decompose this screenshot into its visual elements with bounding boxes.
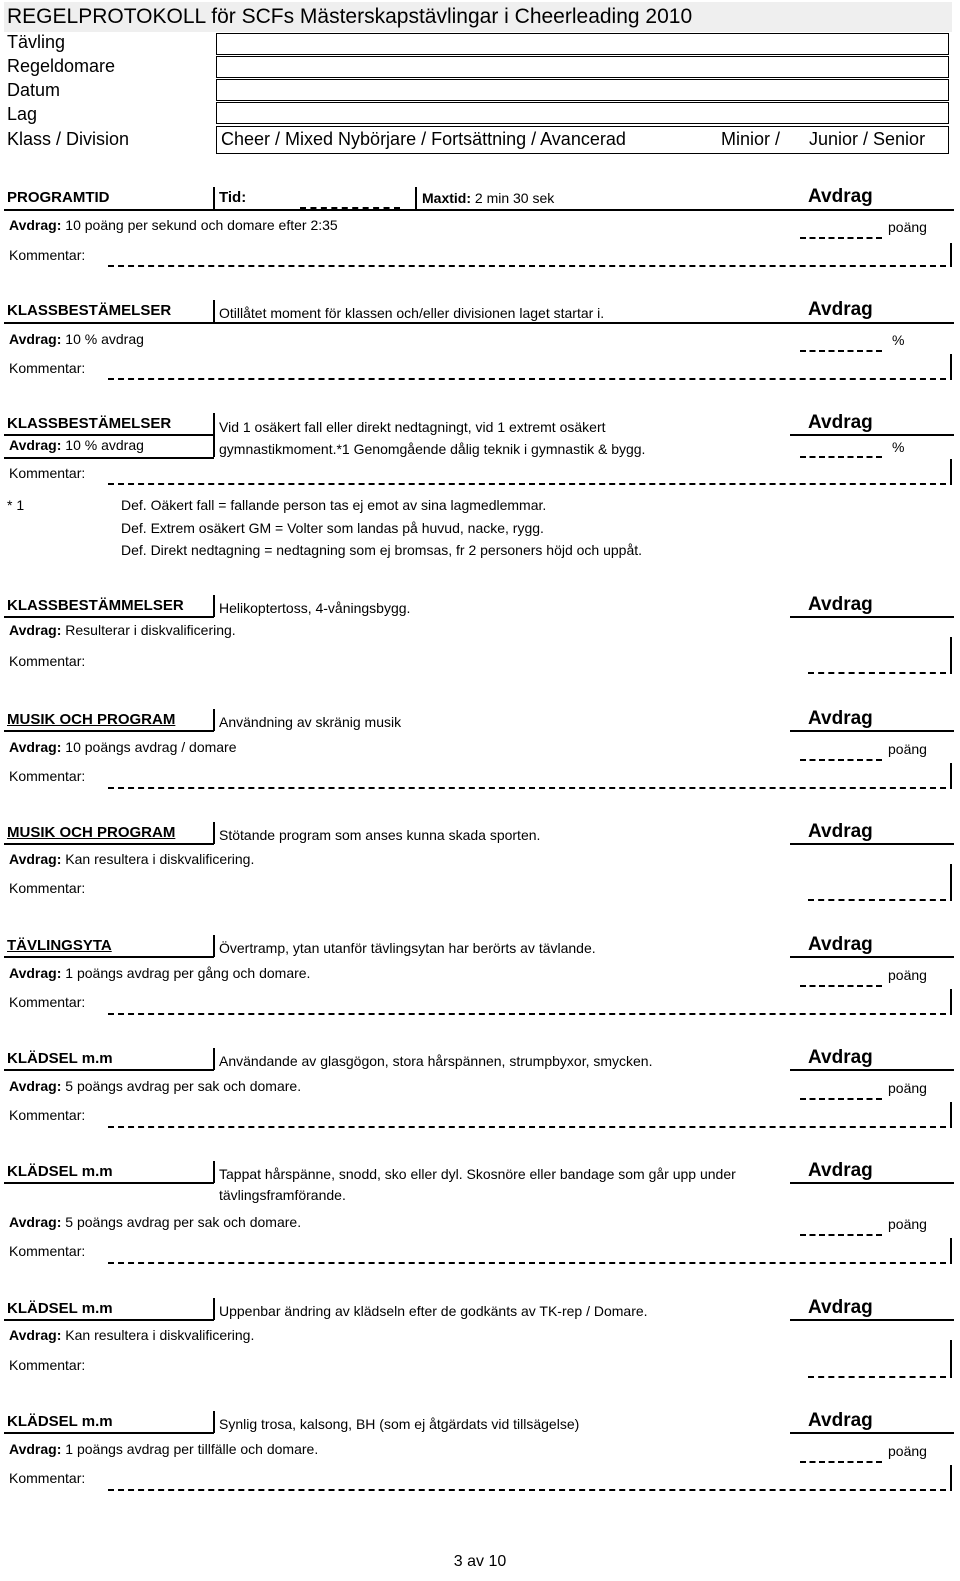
kommentar-label: Kommentar:: [9, 247, 86, 263]
kommentar-label: Kommentar:: [9, 880, 86, 896]
kommentar-input[interactable]: [108, 483, 946, 485]
unit-label: poäng: [888, 1443, 927, 1459]
kommentar-label: Kommentar:: [9, 1470, 86, 1486]
kommentar-input[interactable]: [108, 378, 946, 380]
divider: [415, 187, 417, 209]
divider: [950, 1340, 952, 1378]
avdrag-heading: Avdrag: [808, 708, 873, 729]
section-title: TÄVLINGSYTA: [7, 937, 112, 954]
section-title: MUSIK OCH PROGRAM: [7, 824, 176, 841]
rule-text: 5 poängs avdrag per sak och domare.: [61, 1214, 302, 1230]
divider: [790, 1432, 954, 1434]
avdrag-input[interactable]: [800, 1461, 882, 1463]
divider: [950, 354, 952, 380]
divider: [4, 434, 214, 436]
kommentar-label: Kommentar:: [9, 1357, 86, 1373]
avdrag-input[interactable]: [800, 456, 882, 458]
avdrag-heading: Avdrag: [808, 412, 873, 433]
rule-text: Kan resultera i diskvalificering.: [61, 1327, 255, 1343]
rule-label: Avdrag:: [9, 331, 62, 347]
avdrag-rule: [9, 1214, 301, 1230]
klass-option-junior-senior[interactable]: Junior / Senior: [809, 129, 926, 149]
section-description: Användande av glasgögon, stora hårspännen, strumpbyxor, smycken.: [219, 1053, 653, 1069]
divider: [950, 1465, 952, 1491]
klass-option-minior[interactable]: Minior /: [721, 129, 781, 149]
lag-field[interactable]: [216, 102, 949, 124]
divider: [790, 730, 954, 732]
section-description: Övertramp, ytan utanför tävlingsytan har berörts av tävlande.: [219, 940, 596, 956]
divider: [790, 956, 954, 958]
section-title: KLÄDSEL m.m: [7, 1163, 113, 1180]
divider: [950, 989, 952, 1015]
definition: Def. Oäkert fall = fallande person tas ej emot av sina lagmedlemmar.: [121, 497, 547, 513]
divider: [950, 763, 952, 789]
rule-label: Avdrag:: [9, 851, 62, 867]
kommentar-label: Kommentar:: [9, 768, 86, 784]
avdrag-input[interactable]: [800, 1098, 882, 1100]
avdrag-rule: [9, 217, 338, 233]
section-description: Vid 1 osäkert fall eller direkt nedtagningt, vid 1 extremt osäkert gymnastikmoment.*1 Genomgående dålig teknik i gymnastik & bygg.: [219, 419, 646, 457]
unit-label: poäng: [888, 1216, 927, 1232]
rule-label: Avdrag:: [9, 1078, 62, 1094]
unit-label: poäng: [888, 1080, 927, 1096]
footnote-mark: * 1: [7, 497, 25, 513]
tid-input[interactable]: [300, 207, 400, 209]
avdrag-rule: [9, 437, 144, 453]
divider: [790, 616, 954, 618]
divider: [213, 709, 215, 731]
avdrag-heading: Avdrag: [808, 299, 873, 320]
avdrag-heading: Avdrag: [808, 594, 873, 615]
avdrag-heading: Avdrag: [808, 1297, 873, 1318]
avdrag-input[interactable]: [808, 899, 946, 901]
klass-option-cheer[interactable]: Cheer / Mixed Nybörjare / Fortsättning / Avancerad: [221, 129, 626, 149]
section-title: KLÄDSEL m.m: [7, 1300, 113, 1317]
divider: [790, 843, 954, 845]
rule-label: Avdrag:: [9, 1441, 62, 1457]
divider: [4, 616, 214, 618]
kommentar-label: Kommentar:: [9, 465, 86, 481]
kommentar-input[interactable]: [108, 265, 946, 267]
rule-text: 1 poängs avdrag per tillfälle och domare.: [61, 1441, 319, 1457]
avdrag-rule: [9, 1078, 301, 1094]
avdrag-rule: [9, 1327, 254, 1343]
rule-text: 10 % avdrag: [61, 437, 144, 453]
kommentar-input[interactable]: [108, 1262, 946, 1264]
definition: Def. Extrem osäkert GM = Volter som landas på huvud, nacke, rygg.: [121, 520, 544, 536]
divider: [213, 1298, 215, 1320]
rule-label: Avdrag:: [9, 1214, 62, 1230]
datum-field[interactable]: [216, 79, 949, 101]
divider: [4, 1069, 214, 1071]
page-number: 3 av 10: [453, 1553, 507, 1570]
divider: [4, 1432, 214, 1434]
section-description: Användning av skränig musik: [219, 714, 402, 730]
maxtid-value: 2 min 30 sek: [471, 190, 555, 206]
label-klass-division: Klass / Division: [7, 129, 130, 149]
divider: [4, 457, 214, 459]
section-description: Synlig trosa, kalsong, BH (som ej åtgärdats vid tillsägelse): [219, 1416, 580, 1432]
divider: [790, 434, 954, 436]
section-title: KLÄDSEL m.m: [7, 1050, 113, 1067]
section-title: KLÄDSEL m.m: [7, 1413, 113, 1430]
divider: [213, 1161, 215, 1183]
rule-label: Avdrag:: [9, 622, 62, 638]
section-description: Uppenbar ändring av klädseln efter de godkänts av TK-rep / Domare.: [219, 1303, 648, 1319]
unit-label: %: [892, 439, 905, 455]
regeldomare-field[interactable]: [216, 56, 949, 78]
avdrag-input[interactable]: [800, 1234, 882, 1236]
divider: [790, 1182, 954, 1184]
unit-label: poäng: [888, 967, 927, 983]
label-regeldomare: Regeldomare: [7, 56, 116, 76]
avdrag-input[interactable]: [808, 672, 946, 674]
rule-text: Resulterar i diskvalificering.: [61, 622, 236, 638]
section-title: PROGRAMTID: [7, 189, 110, 206]
section-description: Tappat hårspänne, snodd, sko eller dyl. Skosnöre eller bandage som går upp under tävlingsframförande.: [219, 1166, 736, 1203]
rule-label: Avdrag:: [9, 1327, 62, 1343]
divider: [213, 187, 215, 209]
kommentar-label: Kommentar:: [9, 1243, 86, 1259]
avdrag-input[interactable]: [800, 237, 882, 239]
rule-text: 10 poängs avdrag / domare: [61, 739, 237, 755]
avdrag-heading: Avdrag: [808, 1047, 873, 1068]
section-title: KLASSBESTÄMELSER: [7, 415, 172, 432]
unit-label: %: [892, 332, 905, 348]
definition: Def. Direkt nedtagning = nedtagning som ej bromsas, fr 2 personers höjd och uppåt.: [121, 542, 643, 558]
rule-text: 10 poäng per sekund och domare efter 2:35: [61, 217, 338, 233]
avdrag-input[interactable]: [800, 350, 882, 352]
divider: [950, 1102, 952, 1128]
maxtid-label: Maxtid:: [422, 190, 471, 206]
tavling-field[interactable]: [216, 33, 949, 55]
rule-text: Kan resultera i diskvalificering.: [61, 851, 255, 867]
kommentar-input[interactable]: [108, 1126, 946, 1128]
divider: [4, 1182, 214, 1184]
rule-text: 5 poängs avdrag per sak och domare.: [61, 1078, 302, 1094]
kommentar-label: Kommentar:: [9, 653, 86, 669]
rule-text: 10 % avdrag: [61, 331, 144, 347]
avdrag-rule: [9, 851, 254, 867]
maxtid-text: [422, 190, 554, 206]
label-tavling: Tävling: [7, 32, 66, 52]
divider: [4, 956, 214, 958]
avdrag-heading: Avdrag: [808, 934, 873, 955]
divider: [950, 243, 952, 267]
divider: [4, 209, 954, 211]
avdrag-heading: Avdrag: [808, 1160, 873, 1181]
unit-label: poäng: [888, 741, 927, 757]
kommentar-input[interactable]: [108, 1489, 946, 1491]
avdrag-heading: Avdrag: [808, 186, 873, 207]
avdrag-input[interactable]: [800, 985, 882, 987]
kommentar-input[interactable]: [108, 787, 946, 789]
section-description: Helikoptertoss, 4-våningsbygg.: [219, 600, 411, 616]
label-lag: Lag: [7, 104, 38, 124]
avdrag-rule: [9, 965, 310, 981]
section-title: MUSIK OCH PROGRAM: [7, 711, 176, 728]
divider: [4, 1319, 214, 1321]
section-description: Otillåtet moment för klassen och/eller divisionen laget startar i.: [219, 305, 605, 321]
tid-label: Tid:: [219, 189, 247, 206]
rule-label: Avdrag:: [9, 437, 62, 453]
rule-label: Avdrag:: [9, 739, 62, 755]
divider: [4, 730, 214, 732]
rule-text: 1 poängs avdrag per gång och domare.: [61, 965, 311, 981]
avdrag-rule: [9, 331, 144, 347]
divider: [213, 595, 215, 617]
divider: [790, 1069, 954, 1071]
section-description: Stötande program som anses kunna skada sporten.: [219, 827, 541, 843]
rule-label: Avdrag:: [9, 217, 62, 233]
section-title: KLASSBESTÄMELSER: [7, 302, 172, 319]
unit-label: poäng: [888, 219, 927, 235]
divider: [213, 935, 215, 957]
avdrag-rule: [9, 1441, 318, 1457]
divider: [950, 459, 952, 485]
avdrag-rule: [9, 739, 237, 755]
divider: [4, 843, 214, 845]
page-title: REGELPROTOKOLL för SCFs Mästerskapstävlingar i Cheerleading 2010: [4, 2, 952, 32]
divider: [213, 300, 215, 322]
divider: [950, 864, 952, 901]
avdrag-heading: Avdrag: [808, 821, 873, 842]
divider: [950, 1238, 952, 1264]
divider: [790, 1319, 954, 1321]
avdrag-input[interactable]: [800, 759, 882, 761]
kommentar-label: Kommentar:: [9, 360, 86, 376]
klass-division-field[interactable]: [216, 126, 949, 154]
divider: [213, 1048, 215, 1070]
label-datum: Datum: [7, 80, 61, 100]
kommentar-input[interactable]: [108, 1013, 946, 1015]
divider: [213, 822, 215, 844]
divider: [950, 637, 952, 674]
avdrag-rule: [9, 622, 236, 638]
avdrag-heading: Avdrag: [808, 1410, 873, 1431]
kommentar-label: Kommentar:: [9, 1107, 86, 1123]
rule-label: Avdrag:: [9, 965, 62, 981]
avdrag-input[interactable]: [808, 1376, 946, 1378]
kommentar-label: Kommentar:: [9, 994, 86, 1010]
divider: [213, 1411, 215, 1433]
section-title: KLASSBESTÄMMELSER: [7, 597, 184, 614]
